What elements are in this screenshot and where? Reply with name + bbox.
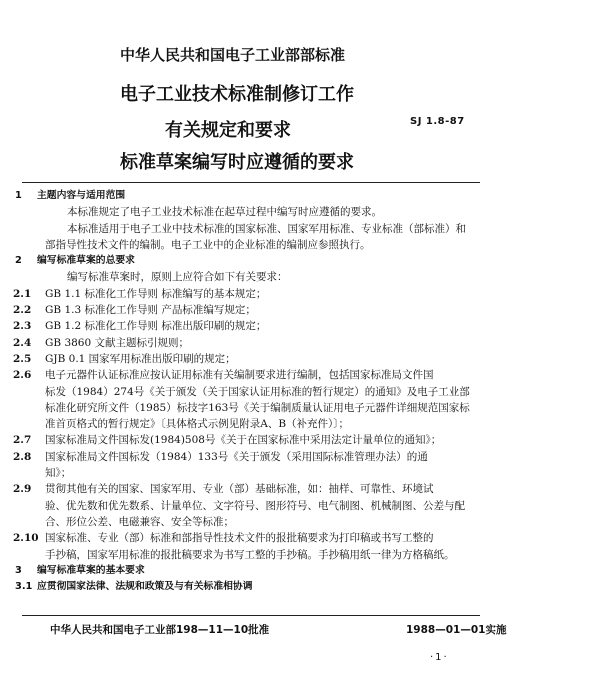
effective-date: 1988—01—01实施	[406, 624, 507, 636]
item-number: 2.9	[13, 483, 32, 496]
section-title: 编写标准草案的基本要求	[37, 564, 145, 576]
section-heading	[15, 188, 495, 204]
list-item	[13, 530, 495, 546]
header-divider	[22, 182, 480, 183]
item-number: 2.10	[13, 532, 39, 545]
document-title-line1: 电子工业技术标准制修订工作	[120, 84, 354, 105]
section-number: 3	[15, 564, 22, 576]
section-heading	[15, 563, 495, 579]
item-number: 2.6	[13, 369, 32, 382]
list-item	[13, 286, 495, 302]
section-title: 主题内容与适用范围	[37, 190, 126, 201]
list-item	[13, 351, 495, 367]
item-text: 国家标准局文件国标发（1984）133号《关于颁发（采用国际标准管理办法）的通	[45, 450, 428, 463]
item-text: GB 1.1 标准化工作导则 标准编写的基本规定；	[45, 287, 267, 300]
item-number: 2.4	[13, 336, 32, 349]
paragraph-line: 本标准适用于电子工业中技术标准的国家标准、国家军用标准、专业标准（部标准）和	[67, 222, 466, 235]
section-heading	[15, 253, 495, 269]
list-item	[13, 335, 495, 351]
continuation-line: 标发（1984）274号《关于颁发（关于国家认证用标准的暂行规定）的通知》及电子工业部	[45, 385, 470, 398]
item-text: GB 1.2 标准化工作导则 标准出版印刷的规定；	[45, 320, 267, 333]
item-number: 2.2	[13, 304, 32, 317]
section-title: 应贯彻国家法律、法规和政策及与有关标准相协调	[37, 581, 253, 593]
standard-code: SJ 1.8-87	[410, 116, 465, 127]
list-item	[13, 481, 495, 497]
continuation-line: 验、优先数和优先数系、计量单位、文字符号、图形符号、电气制图、机械制图、公差与配	[45, 499, 465, 512]
issuing-department: 中华人民共和国电子工业部部标准	[120, 46, 346, 64]
continuation-line: 知》；	[45, 467, 72, 480]
item-text: 电子元器件认证标准应按认证用标准有关编制要求进行编制，包括国家标准局文件国	[45, 369, 434, 382]
section-heading	[15, 579, 495, 595]
item-text: GJB 0.1 国家军用标准出版印刷的规定；	[45, 352, 236, 365]
item-number: 2.5	[13, 352, 32, 365]
document-body	[13, 188, 495, 595]
list-item	[13, 367, 495, 383]
item-text: GB 3860 文献主题标引规则；	[45, 336, 190, 349]
item-number: 2.8	[13, 450, 32, 463]
continuation-line: 准首页格式的暂行规定》〔具体格式示例见附录A、B（补充件）〕；	[45, 418, 350, 431]
section-number: 2	[15, 255, 22, 267]
continuation-line: 部指导性技术文件的编制。电子工业中的企业标准的编制应参照执行。	[45, 238, 371, 251]
list-item	[13, 432, 495, 448]
section-number: 1	[15, 190, 22, 201]
paragraph-line: 本标准规定了电子工业技术标准在起草过程中编写时应遵循的要求。	[67, 206, 382, 219]
continuation-line: 标准化研究所文件（1985）标技字163号《关于编制质量认证用电子元器件详细规范国家标	[45, 401, 470, 414]
continuation-line: 手抄稿，国家军用标准的报批稿要求为书写工整的手抄稿。手抄稿用纸一律为方格稿纸。	[45, 548, 455, 561]
document-title-line3: 标准草案编写时应遵循的要求	[120, 152, 354, 173]
item-text: GB 1.3 标准化工作导则 产品标准编写规定；	[45, 304, 256, 317]
page-number: ·1·	[430, 652, 449, 663]
paragraph-line: 编写标准草案时，原则上应符合如下有关要求：	[67, 271, 288, 284]
item-text: 国家标准局文件国标发(1984)508号《关于在国家标准中采用法定计量单位的通知》；	[45, 434, 442, 447]
list-item	[13, 449, 495, 465]
approval-date: 中华人民共和国电子工业部198—11—10批准	[50, 624, 270, 636]
continuation-line: 合、形位公差、电磁兼容、安全等标准；	[45, 515, 234, 528]
section-number: 3.1	[15, 581, 33, 593]
list-item	[13, 318, 495, 334]
list-item	[13, 302, 495, 318]
item-text: 贯彻其他有关的国家、国家军用、专业（部）基础标准，如：抽样、可靠性、环境试	[45, 483, 434, 496]
item-number: 2.7	[13, 434, 32, 447]
item-number: 2.3	[13, 320, 32, 333]
item-text: 国家标准、专业（部）标准和部指导性技术文件的报批稿要求为打印稿或书写工整的	[45, 532, 434, 545]
section-title: 编写标准草案的总要求	[37, 255, 135, 267]
footer-divider	[22, 615, 480, 616]
document-title-line2: 有关规定和要求	[165, 120, 291, 141]
item-number: 2.1	[13, 287, 32, 300]
